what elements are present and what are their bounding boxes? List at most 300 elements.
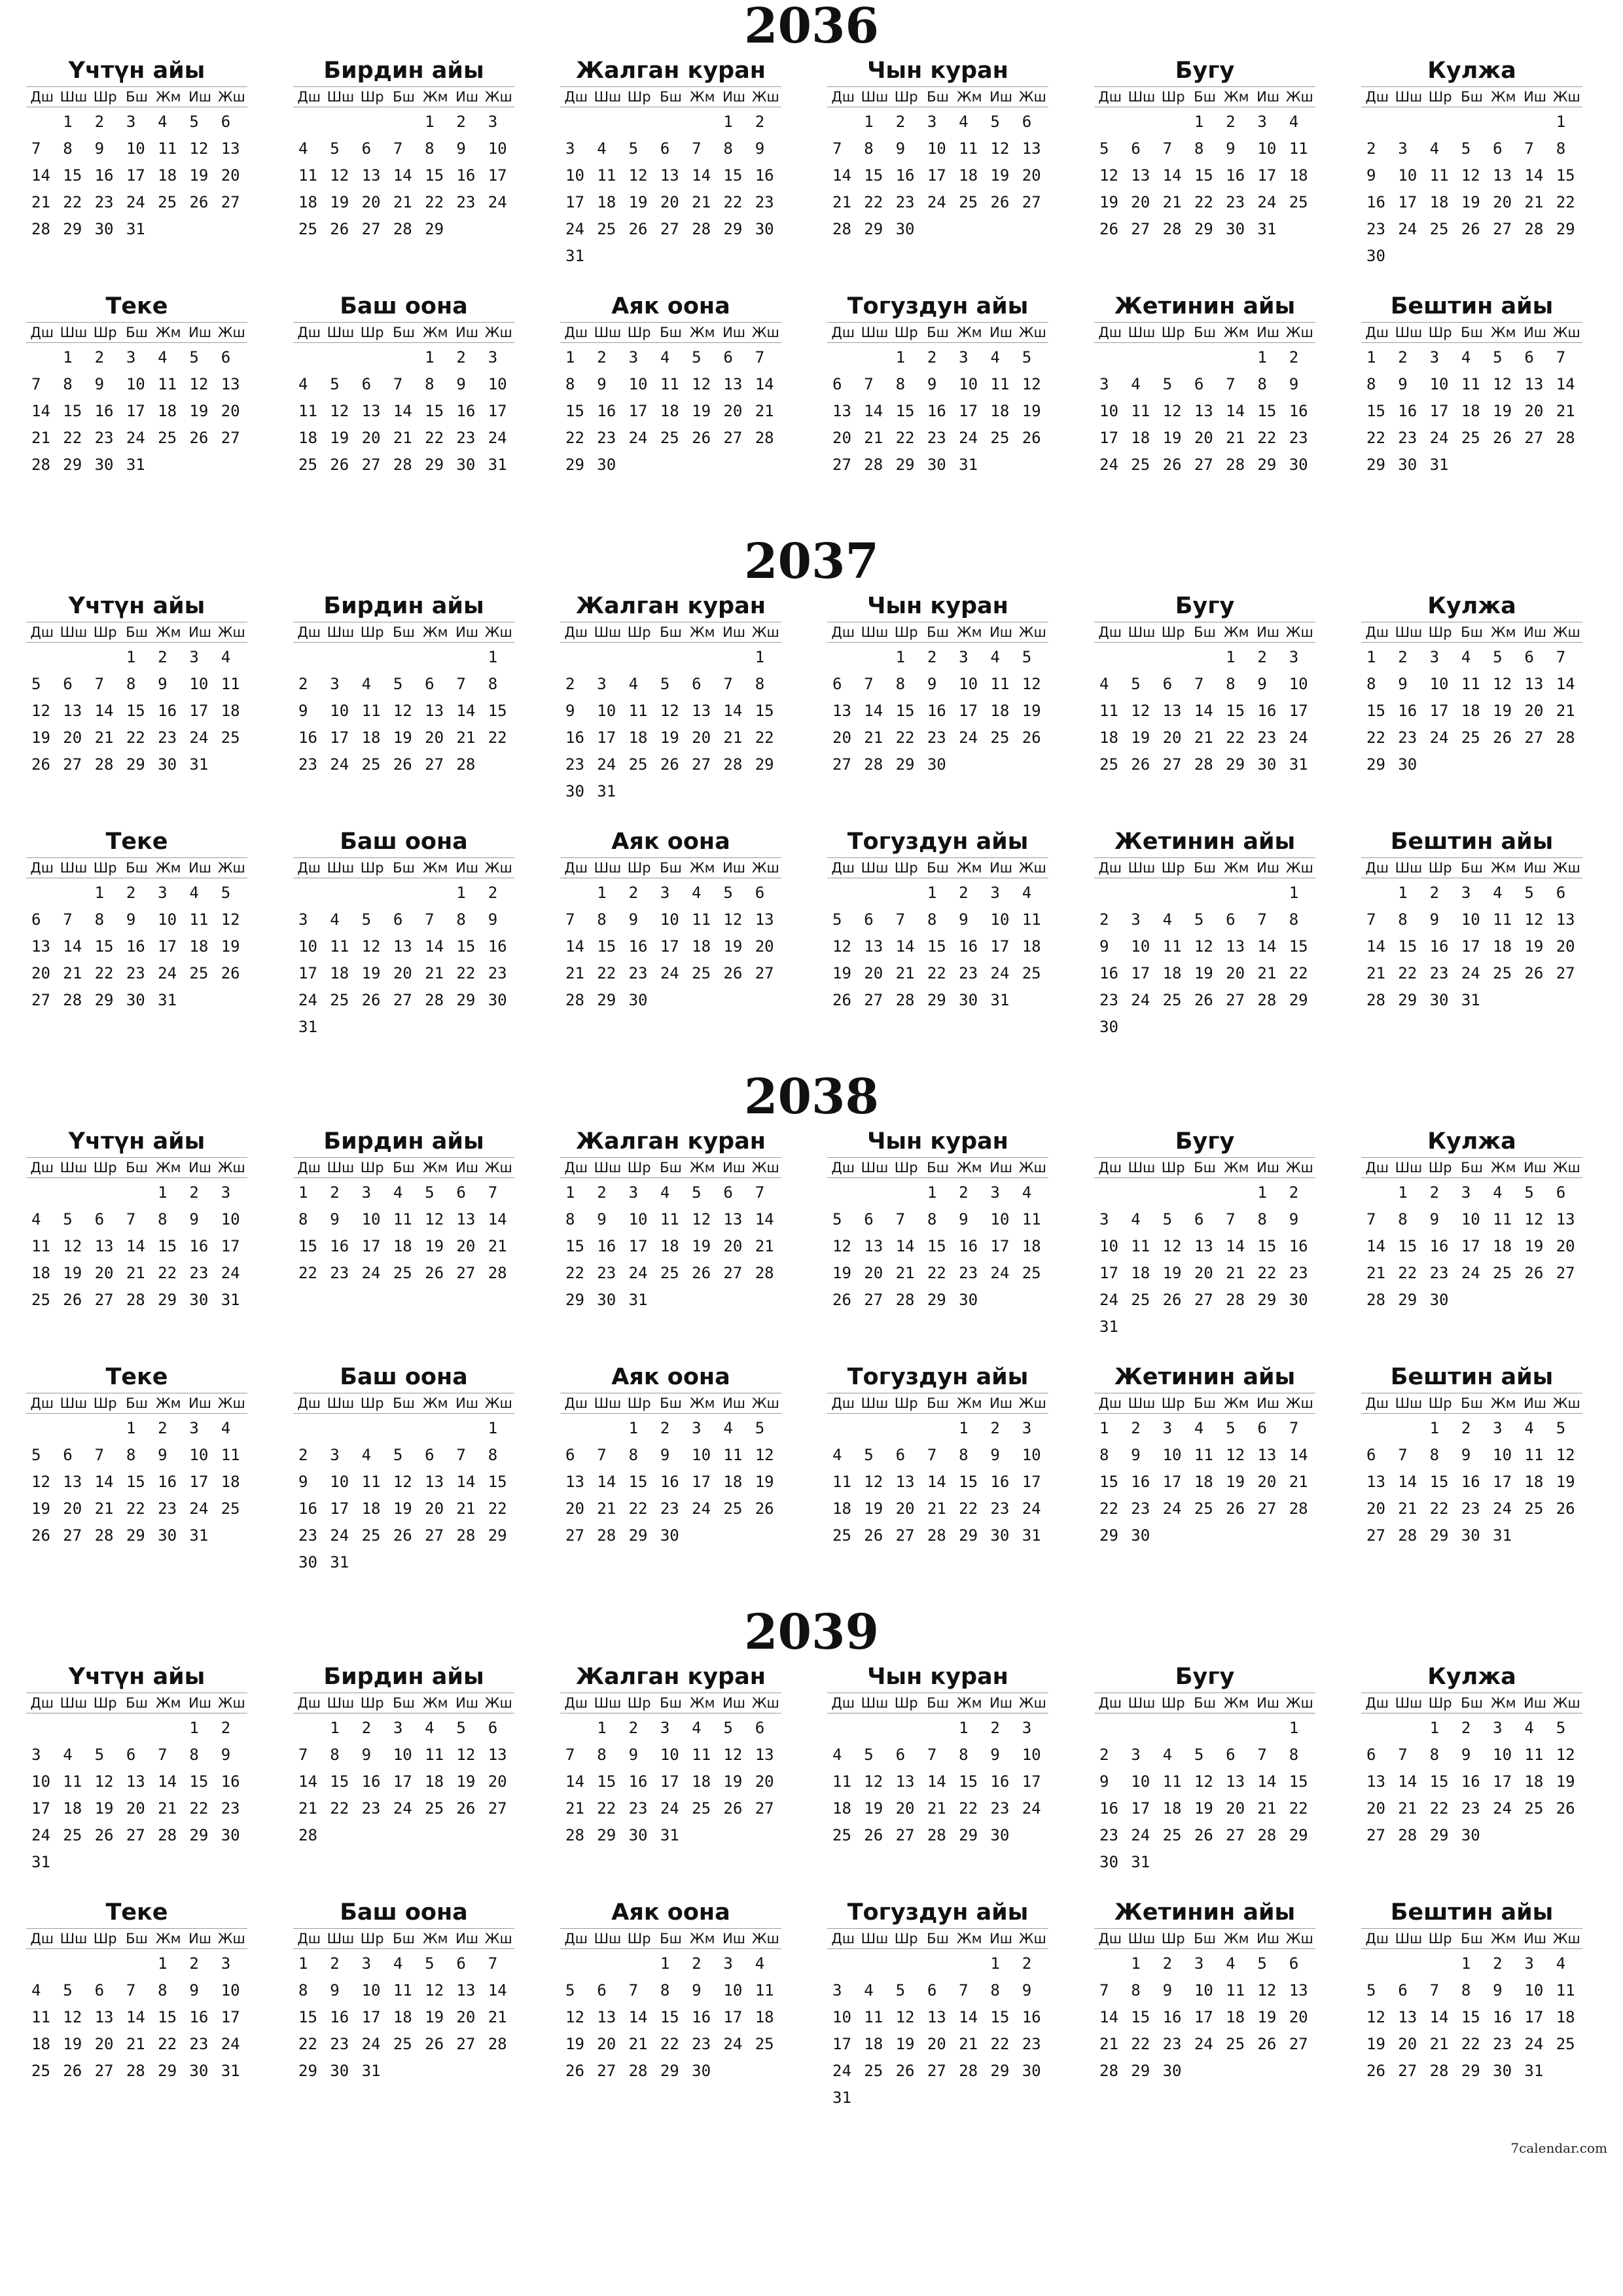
day-cell: 24 [1131,991,1150,1009]
empty-cell [26,1715,58,1742]
day-cell: 10 [488,375,507,393]
day-cell: 23 [1461,1799,1480,1818]
day-cell: 20 [1524,702,1544,720]
day-cell: 6 [31,910,41,929]
day-cell: 4 [298,139,308,158]
day-cell: 24 [1022,1499,1041,1518]
empty-cell [26,880,58,906]
day-cell: 12 [864,1772,883,1791]
day-cell: 6 [755,884,765,902]
day-cell: 24 [1461,1264,1480,1282]
month-name: Жетинин айы [1114,1364,1296,1390]
day-cell: 12 [1162,402,1182,420]
day-cell: 4 [1524,1719,1534,1737]
empty-cell [58,880,89,906]
day-cell: 24 [330,755,349,774]
day-cell: 30 [597,456,616,474]
day-cell: 26 [1022,728,1041,747]
weekday-label: Жш [484,1695,512,1711]
day-cell: 28 [565,991,584,1009]
day-cell: 7 [1366,910,1376,929]
day-cell: 17 [298,964,317,982]
day-cell: 16 [158,702,177,720]
empty-cell [560,644,592,671]
day-cell: 17 [189,1473,209,1491]
day-cell: 2 [189,1183,199,1202]
day-cell: 21 [692,193,711,211]
day-cell: 14 [1429,2008,1449,2026]
empty-cell [560,109,592,135]
day-cell: 31 [298,1018,317,1036]
day-cell: 3 [221,1183,231,1202]
weekday-label: Шр [93,1160,117,1175]
day-cell: 25 [361,755,381,774]
weekday-label: Жм [1224,1395,1249,1411]
weekday-label: Иш [455,860,479,876]
day-cell: 12 [660,702,679,720]
weekday-label: Дш [297,1160,321,1175]
day-cell: 7 [126,1981,136,2000]
empty-cell [560,1715,592,1742]
empty-cell [152,1715,184,1742]
day-cell: 7 [31,139,41,158]
month-name: Бештин айы [1390,293,1554,319]
day-cell: 25 [660,429,679,447]
day-cell: 15 [158,2008,177,2026]
weekday-label: Бш [393,860,415,876]
day-cell: 1 [488,648,498,666]
month-name: Жетинин айы [1114,1899,1296,1926]
day-cell: 19 [1194,1799,1213,1818]
weekday-header [827,857,1048,878]
day-cell: 11 [63,1772,82,1791]
day-cell: 30 [158,1526,177,1545]
day-cell: 16 [597,402,616,420]
day-cell: 10 [361,1981,381,2000]
day-cell: 9 [927,375,937,393]
day-cell: 29 [126,1526,145,1545]
day-cell: 12 [832,937,851,956]
day-cell: 12 [1226,1446,1245,1464]
day-cell: 22 [660,2035,679,2053]
weekday-label: Бш [1194,624,1216,640]
day-cell: 24 [990,1264,1010,1282]
day-cell: 29 [1556,220,1575,238]
day-cell: 24 [31,1826,50,1844]
weekday-header [827,322,1048,343]
day-cell: 17 [628,1237,648,1255]
day-cell: 10 [1257,139,1277,158]
empty-cell [687,109,718,135]
day-cell: 4 [158,348,168,367]
day-cell: 23 [1099,1826,1118,1844]
month-block [1361,293,1582,478]
day-cell: 28 [895,1291,915,1309]
empty-cell [859,1715,890,1742]
day-cell: 31 [660,1826,679,1844]
empty-cell [1126,1715,1157,1742]
day-cell: 22 [158,1264,177,1282]
empty-cell [293,109,325,135]
day-cell: 26 [1099,220,1118,238]
day-cell: 21 [298,1799,317,1818]
day-cell: 12 [723,910,743,929]
weekday-label: Шр [627,624,651,640]
day-cell: 1 [895,348,906,367]
weekday-label: Шш [60,1160,88,1175]
weekday-label: Дш [1365,89,1389,105]
day-cell: 27 [393,991,412,1009]
empty-cell [592,109,623,135]
day-cell: 1 [565,348,575,367]
day-cell: 29 [1226,755,1245,774]
day-cell: 27 [126,1826,145,1844]
day-cell: 26 [31,755,50,774]
day-cell: 12 [628,166,648,185]
day-cell: 29 [1429,1526,1449,1545]
weekday-label: Жм [423,1395,448,1411]
day-cell: 7 [126,1210,136,1229]
day-cell: 14 [755,375,774,393]
day-cell: 19 [1493,402,1512,420]
day-cell: 23 [158,728,177,747]
empty-cell [624,644,655,671]
day-cell: 25 [298,220,317,238]
month-block [827,1128,1048,1314]
empty-cell [687,644,718,671]
day-cell: 30 [959,1291,978,1309]
weekday-label: Бш [1461,89,1483,105]
day-cell: 2 [1366,139,1376,158]
day-cell: 20 [723,402,743,420]
weekday-label: Жш [1018,1395,1046,1411]
day-cell: 18 [221,1473,240,1491]
day-cell: 11 [1194,1446,1213,1464]
day-cell: 26 [330,456,349,474]
day-cell: 4 [1099,675,1109,693]
empty-cell [26,1950,58,1977]
day-cell: 20 [1524,402,1544,420]
day-cell: 13 [565,1473,584,1491]
weekday-label: Жм [690,1395,715,1411]
day-cell: 17 [1524,2008,1544,2026]
day-cell: 23 [628,964,648,982]
month-block [26,829,247,1014]
day-cell: 11 [1131,402,1150,420]
day-cell: 9 [1289,1210,1299,1229]
empty-cell [827,1950,859,1977]
day-cell: 29 [628,1526,648,1545]
day-cell: 1 [63,348,73,367]
day-cell: 1 [1289,884,1299,902]
day-cell: 26 [1162,1291,1182,1309]
day-cell: 25 [1429,220,1449,238]
day-cell: 26 [63,2062,82,2080]
day-cell: 14 [158,1772,177,1791]
day-cell: 25 [832,1826,851,1844]
day-cell: 20 [832,429,851,447]
day-cell: 5 [1366,1981,1376,2000]
day-cell: 19 [660,728,679,747]
day-cell: 7 [456,675,466,693]
day-cell: 31 [959,456,978,474]
day-cell: 14 [1524,166,1544,185]
day-cell: 2 [221,1719,231,1737]
day-cell: 3 [1429,648,1440,666]
weekday-label: Дш [564,325,588,340]
day-cell: 5 [895,1981,906,2000]
weekday-label: Дш [30,325,54,340]
day-cell: 7 [393,375,403,393]
day-cell: 23 [1099,991,1118,1009]
day-cell: 14 [895,937,915,956]
weekday-label: Шш [1128,624,1156,640]
day-cell: 5 [1556,1719,1566,1737]
day-cell: 22 [1131,2035,1150,2053]
day-cell: 1 [660,1954,670,1973]
day-cell: 16 [1099,964,1118,982]
day-cell: 1 [1226,648,1236,666]
day-cell: 19 [1022,402,1041,420]
day-cell: 28 [1099,2062,1118,2080]
empty-cell [325,344,356,371]
weekday-header [560,1928,781,1949]
empty-cell [357,344,388,371]
day-cell: 11 [660,1210,679,1229]
day-cell: 5 [1162,375,1173,393]
day-cell: 16 [1289,402,1308,420]
day-cell: 28 [1257,991,1277,1009]
day-cell: 7 [31,375,41,393]
day-cell: 20 [1226,1799,1245,1818]
day-cell: 24 [628,429,648,447]
day-cell: 11 [1524,1446,1544,1464]
day-cell: 9 [1461,1746,1471,1764]
weekday-label: Жм [1224,860,1249,876]
day-cell: 28 [927,1826,946,1844]
weekday-label: Иш [990,325,1013,340]
weekday-label: Иш [1257,860,1280,876]
day-cell: 6 [692,675,702,693]
weekday-label: Иш [1257,1695,1280,1711]
day-cell: 9 [488,910,498,929]
weekday-label: Дш [1365,860,1389,876]
day-grid [1094,878,1315,1041]
day-cell: 18 [298,193,317,211]
day-cell: 5 [628,139,639,158]
day-cell: 18 [1493,1237,1512,1255]
day-cell: 30 [1289,1291,1308,1309]
month-name: Аяк оона [611,1899,730,1926]
day-cell: 27 [1194,1291,1213,1309]
weekday-label: Иш [188,1160,212,1175]
month-block [293,593,514,778]
day-grid [1361,107,1582,270]
day-cell: 8 [1289,910,1299,929]
day-cell: 2 [1461,1719,1471,1737]
day-cell: 18 [1524,1473,1544,1491]
weekday-label: Шш [60,1395,88,1411]
day-cell: 29 [158,2062,177,2080]
day-cell: 12 [189,375,209,393]
weekday-label: Иш [188,1931,212,1946]
day-cell: 11 [1493,1210,1512,1229]
weekday-label: Шр [1161,860,1185,876]
day-cell: 21 [597,1499,616,1518]
day-cell: 5 [94,1746,105,1764]
day-cell: 3 [1099,375,1109,393]
day-cell: 11 [330,937,349,956]
month-block [26,593,247,778]
day-cell: 22 [959,1499,978,1518]
day-cell: 29 [425,220,444,238]
day-cell: 26 [1556,1799,1575,1818]
day-cell: 18 [1556,2008,1575,2026]
month-block [560,1128,781,1314]
day-cell: 22 [1556,193,1575,211]
day-cell: 10 [189,675,209,693]
day-cell: 23 [126,964,145,982]
month-name: Теке [105,829,168,855]
day-cell: 8 [1194,139,1204,158]
weekday-label: Жш [1285,89,1313,105]
weekday-label: Шр [93,89,117,105]
day-cell: 29 [1289,1826,1308,1844]
empty-cell [58,644,89,671]
day-cell: 3 [126,113,136,131]
day-cell: 5 [1257,1954,1267,1973]
weekday-label: Шр [894,860,918,876]
day-cell: 13 [1257,1446,1277,1464]
weekday-label: Жм [423,1931,448,1946]
day-cell: 29 [927,991,946,1009]
day-cell: 30 [927,456,946,474]
day-cell: 27 [94,2062,114,2080]
empty-cell [1189,344,1221,371]
day-cell: 27 [755,964,774,982]
day-cell: 4 [1022,1183,1032,1202]
day-cell: 7 [1257,910,1267,929]
weekday-label: Дш [831,89,855,105]
day-cell: 26 [1194,991,1213,1009]
day-cell: 20 [1556,937,1575,956]
day-cell: 13 [221,139,240,158]
weekday-label: Жм [156,1931,181,1946]
day-cell: 27 [927,2062,946,2080]
weekday-label: Дш [30,1395,54,1411]
day-cell: 13 [1022,139,1041,158]
weekday-label: Бш [660,325,682,340]
day-cell: 15 [1257,1237,1277,1255]
day-cell: 24 [126,429,145,447]
day-cell: 22 [1226,728,1245,747]
weekday-label: Дш [30,1931,54,1946]
empty-cell [90,1179,121,1206]
day-cell: 20 [864,1264,883,1282]
day-cell: 16 [628,1772,648,1791]
day-cell: 22 [1398,1264,1418,1282]
empty-cell [1425,109,1456,135]
day-cell: 10 [1429,675,1449,693]
day-cell: 20 [927,2035,946,2053]
day-cell: 25 [393,1264,412,1282]
weekday-label: Жш [1018,1160,1046,1175]
weekday-label: Иш [722,860,746,876]
day-cell: 7 [895,910,906,929]
day-grid [26,1949,247,2085]
day-cell: 28 [488,1264,507,1282]
weekday-label: Жш [1552,1395,1580,1411]
day-cell: 28 [927,1526,946,1545]
day-cell: 5 [832,910,842,929]
weekday-label: Шш [327,1931,355,1946]
weekday-label: Бш [393,624,415,640]
day-cell: 19 [393,1499,412,1518]
day-cell: 30 [927,755,946,774]
day-cell: 11 [864,2008,883,2026]
weekday-label: Шш [60,1695,88,1711]
weekday-label: Дш [1365,325,1389,340]
weekday-label: Шш [1395,1695,1423,1711]
day-cell: 14 [1194,702,1213,720]
day-cell: 9 [692,1981,702,2000]
day-cell: 23 [1398,429,1418,447]
day-cell: 10 [1194,1981,1213,2000]
day-cell: 17 [330,1499,349,1518]
empty-cell [859,644,890,671]
day-cell: 31 [565,247,584,265]
empty-cell [293,644,325,671]
weekday-label: Шр [1161,1931,1185,1946]
day-cell: 14 [63,937,82,956]
day-cell: 28 [1429,2062,1449,2080]
day-grid [1361,1414,1582,1549]
day-cell: 13 [1194,402,1213,420]
empty-cell [26,344,58,371]
day-cell: 1 [895,648,906,666]
day-cell: 2 [361,1719,372,1737]
day-cell: 15 [927,937,946,956]
day-cell: 10 [565,166,584,185]
day-cell: 4 [832,1446,842,1464]
day-cell: 11 [221,1446,240,1464]
weekday-label: Бш [1461,1695,1483,1711]
day-cell: 1 [425,113,435,131]
month-name: Бугу [1175,593,1235,619]
day-cell: 23 [1398,728,1418,747]
day-cell: 22 [895,429,915,447]
day-cell: 21 [1398,1799,1418,1818]
month-name: Аяк оона [611,1364,730,1390]
day-cell: 30 [959,991,978,1009]
day-cell: 9 [126,910,136,929]
empty-cell [293,1715,325,1742]
day-cell: 18 [1099,728,1118,747]
day-cell: 2 [895,113,906,131]
day-cell: 28 [158,1826,177,1844]
day-grid [1361,1178,1582,1314]
day-cell: 10 [189,1446,209,1464]
empty-cell [293,880,325,906]
weekday-label: Шш [1395,1395,1423,1411]
day-cell: 30 [1289,456,1308,474]
day-grid [1361,643,1582,778]
day-cell: 3 [1162,1419,1173,1437]
day-cell: 16 [1257,702,1277,720]
day-cell: 1 [723,113,733,131]
empty-cell [1158,1715,1189,1742]
day-cell: 20 [1493,193,1512,211]
